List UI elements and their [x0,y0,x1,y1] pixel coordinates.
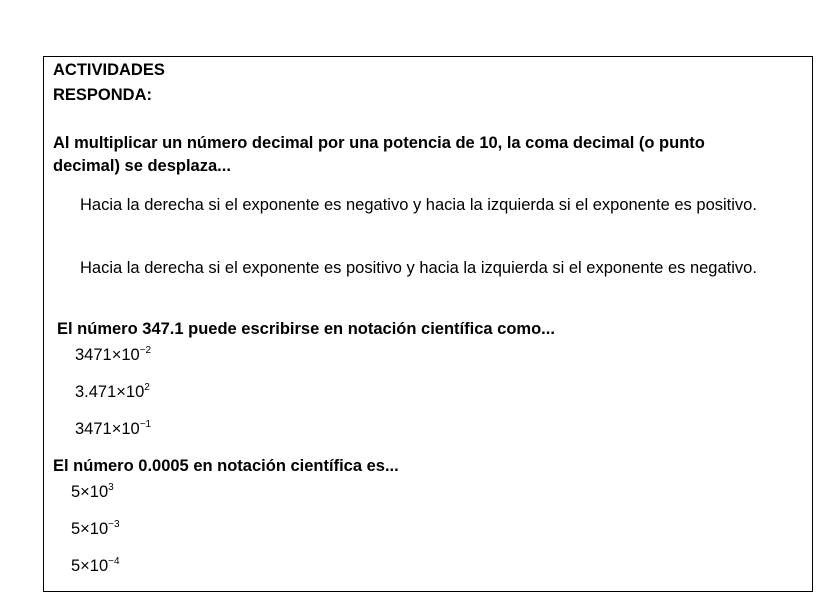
question-2-option-b[interactable] [75,383,150,402]
option-base: 3.471×10 [75,383,145,401]
question-3-option-a[interactable] [71,483,114,502]
option-exponent: 3 [108,482,114,493]
option-exponent: −1 [139,419,152,430]
respond-instruction: RESPONDA: [53,86,153,104]
option-exponent: 2 [144,382,150,393]
question-1-option-a[interactable]: Hacia la derecha si el exponente es negativo y hacia la izquierda si el exponente es positivo. [80,196,757,214]
question-2-option-a[interactable] [75,346,151,365]
question-2-option-c[interactable] [75,420,151,439]
option-base: 5×10 [71,483,109,501]
question-2-prompt: El número 347.1 puede escribirse en notación científica como... [57,320,555,338]
option-base: 3471×10 [75,420,140,438]
option-base: 3471×10 [75,346,140,364]
activities-title: ACTIVIDADES [53,61,165,79]
question-3-prompt: El número 0.0005 en notación científica es... [53,457,399,475]
question-1-prompt: Al multiplicar un número decimal por una potencia de 10, la coma decimal (o punto decimal) se desplaza... [53,134,705,175]
question-3-option-b[interactable] [71,520,120,539]
option-base: 5×10 [71,520,109,538]
option-base: 5×10 [71,557,109,575]
option-exponent: −3 [108,519,120,530]
option-exponent: −2 [139,345,152,356]
question-3-option-c[interactable] [71,557,120,576]
option-exponent: −4 [108,556,120,567]
question-1-option-b[interactable]: Hacia la derecha si el exponente es positivo y hacia la izquierda si el exponente es negativo. [80,259,757,277]
